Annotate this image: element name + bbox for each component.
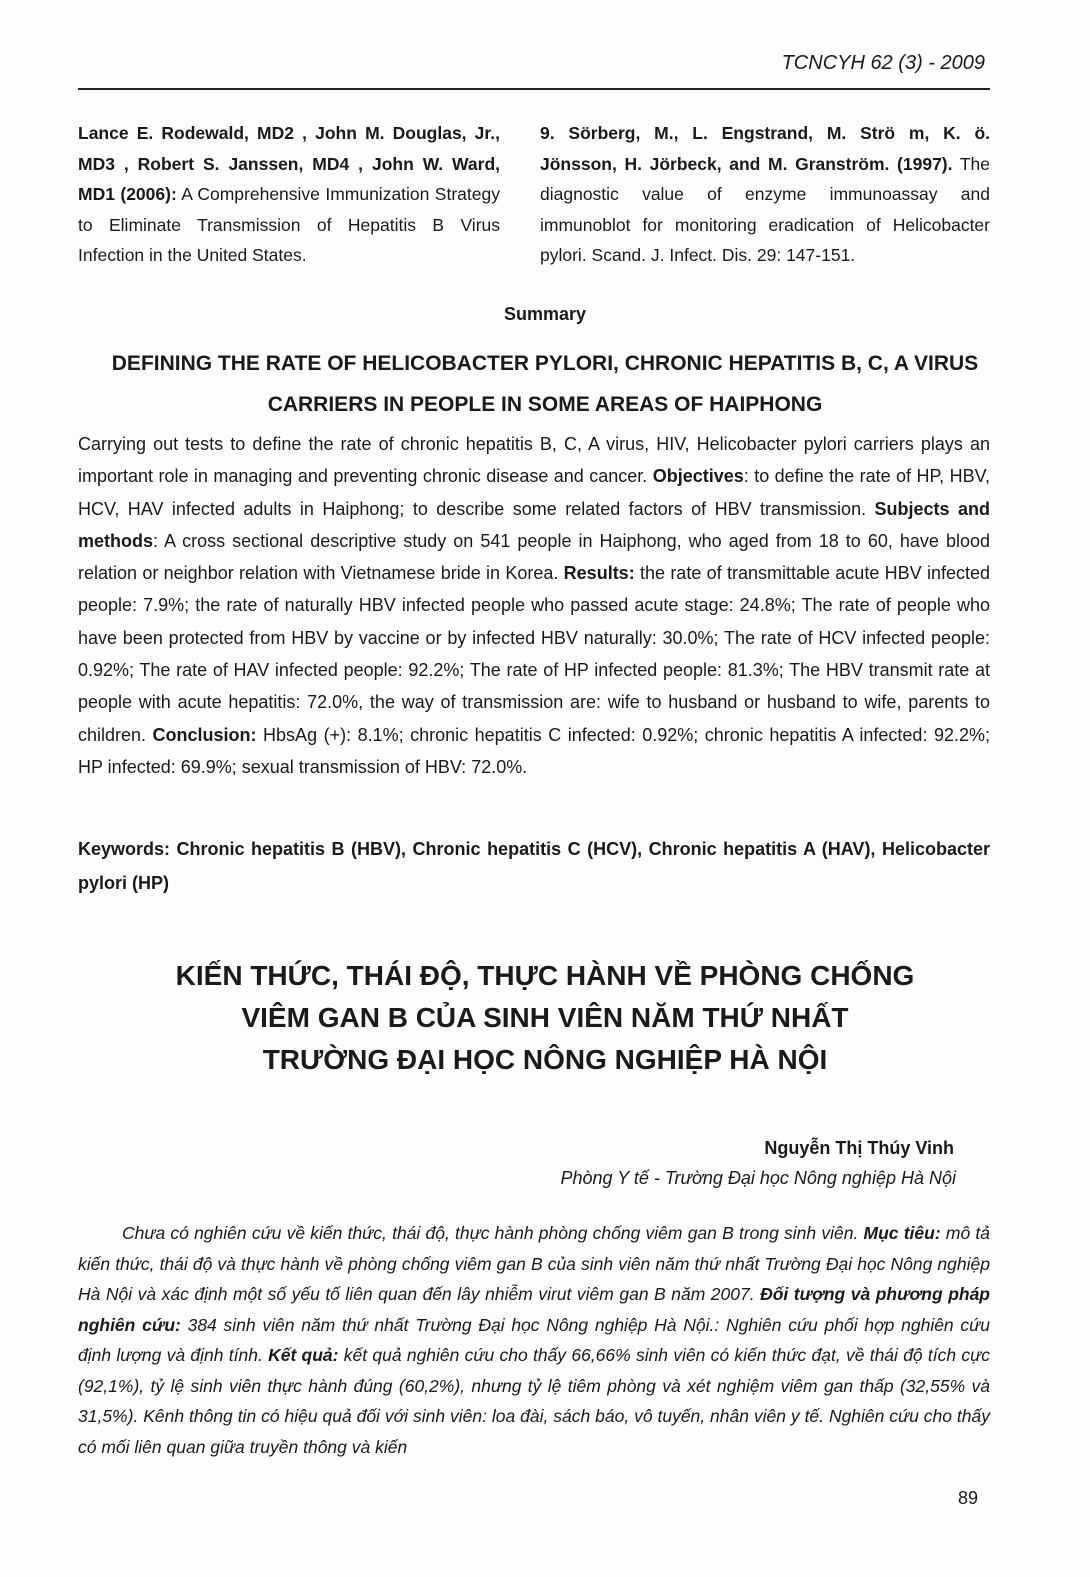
abstract-text: the rate of transmittable acute HBV infected people: 7.9%; the rate of naturally HBV infected people who passed acute stage: 24.8%; The rate of people who have been protected from HBV by vaccine or by infected HBV naturally: 30.0%; The rate of HCV infected people: 0.92%; The rate of HAV infected people: 92.2%; The rate of HP infected people: 81.3%; The HBV transmit rate at people with acute hepatitis: 72.0%, the way of transmission are: wife to husband or husband to wife, parents to children.	[78, 563, 990, 745]
article-title-line: KIẾN THỨC, THÁI ĐỘ, THỰC HÀNH VỀ PHÒNG CHỐNG	[175, 960, 915, 991]
conclusion-label: Conclusion:	[152, 724, 257, 745]
abstract-text: HbsAg (+): 8.1%; chronic hepatitis C infected: 0.92%; chronic hepatitis A infected: 92.2%; HP infected: 69.9%; sexual transmission of HBV: 72.0%.	[78, 724, 990, 777]
reference-authors: Lance E. Rodewald, MD2 , John M. Douglas, Jr., MD3 , Robert S. Janssen, MD4 , John W. Ward, MD1 (2006):	[78, 123, 500, 204]
summary-title-line: CARRIERS IN PEOPLE IN SOME AREAS OF HAIPHONG	[267, 393, 823, 416]
author-name: Nguyễn Thị Thúy Vinh	[764, 1138, 954, 1158]
reference-text: The diagnostic value of enzyme immunoassay and immunoblot for monitoring eradication of Helicobacter pylori. Scand. J. Infect. Dis. 29: 147-151.	[540, 153, 991, 265]
results-label: Kết quả:	[268, 1345, 339, 1365]
reference-right	[540, 118, 990, 271]
abstract-text: : to define the rate of HP, HBV, HCV, HAV infected adults in Haiphong; to describe some related factors of HBV transmission.	[78, 466, 990, 519]
reference-text: A Comprehensive Immunization Strategy to Eliminate Transmission of Hepatitis B Virus Infection in the United States.	[78, 184, 500, 265]
article-title-line: VIÊM GAN B CỦA SINH VIÊN NĂM THỨ NHẤT	[241, 1002, 849, 1033]
abstract-text: : A cross sectional descriptive study on 541 people in Haiphong, who aged from 18 to 60, have blood relation or neighbor relation with Vietnamese bride in Korea.	[78, 530, 990, 584]
summary-heading: Summary	[503, 304, 587, 324]
keywords: Keywords: Chronic hepatitis B (HBV), Chronic hepatitis C (HCV), Chronic hepatitis A (HAV), Helicobacter pylori (HP)	[78, 839, 990, 893]
summary-title-line: DEFINING THE RATE OF HELICOBACTER PYLORI, CHRONIC HEPATITIS B, C, A VIRUS	[111, 352, 979, 375]
abstract-text: mô tả kiến thức, thái độ và thực hành về phòng chống viêm gan B của sinh viên năm thứ nhất Trường Đại học Nông nghiệp Hà Nội và xác định một số yếu tố liên quan đến lây nhiễm virut viêm gan B năm 2007.	[78, 1223, 990, 1304]
article-abstract	[78, 1218, 990, 1462]
summary-abstract	[78, 428, 990, 783]
abstract-text: kết quả nghiên cứu cho thấy 66,66% sinh viên có kiến thức đạt, về thái độ tích cực (92,1%), tỷ lệ sinh viên thực hành đúng (60,2%), nhưng tỷ lệ tiêm phòng và xét nghiệm viêm gan thấp (32,55% và 31,5%). Kênh thông tin có hiệu quả đối với sinh viên: loa đài, sách báo, vô tuyến, nhân viên y tế. Nghiên cứu cho thấy có mối liên quan giữa truyền thông và kiến	[78, 1345, 990, 1457]
summary-title	[70, 343, 1020, 425]
objectives-label: Objectives	[652, 466, 744, 487]
methods-label: Đối tượng và phương pháp nghiên cứu:	[78, 1284, 990, 1335]
page-number: 89	[958, 1488, 979, 1508]
methods-label: Subjects and methods	[78, 498, 990, 551]
results-label: Results:	[563, 563, 635, 584]
abstract-text: Chưa có nghiên cứu về kiến thức, thái độ, thực hành phòng chống viêm gan B trong sinh viên.	[122, 1223, 864, 1243]
header-rule	[78, 88, 990, 90]
reference-left	[78, 118, 500, 271]
author-affiliation: Phòng Y tế - Trường Đại học Nông nghiệp Hà Nội	[560, 1168, 956, 1188]
journal-header: TCNCYH 62 (3) - 2009	[781, 52, 985, 74]
abstract-text: Carrying out tests to define the rate of chronic hepatitis B, C, A virus, HIV, Helicobacter pylori carriers plays an important role in managing and preventing chronic disease and cancer.	[78, 434, 990, 487]
objective-label: Mục tiêu:	[863, 1223, 941, 1243]
abstract-text: 384 sinh viên năm thứ nhất Trường Đại học Nông nghiệp Hà Nội.: Nghiên cứu phối hợp nghiên cứu định lượng và định tính.	[78, 1314, 990, 1365]
article-title	[60, 955, 1030, 1081]
reference-authors: 9. Sörberg, M., L. Engstrand, M. Strö m, K. ö. Jönsson, H. Jörbeck, and M. Granström. (1997).	[540, 123, 990, 174]
article-title-line: TRƯỜNG ĐẠI HỌC NÔNG NGHIỆP HÀ NỘI	[262, 1044, 828, 1075]
